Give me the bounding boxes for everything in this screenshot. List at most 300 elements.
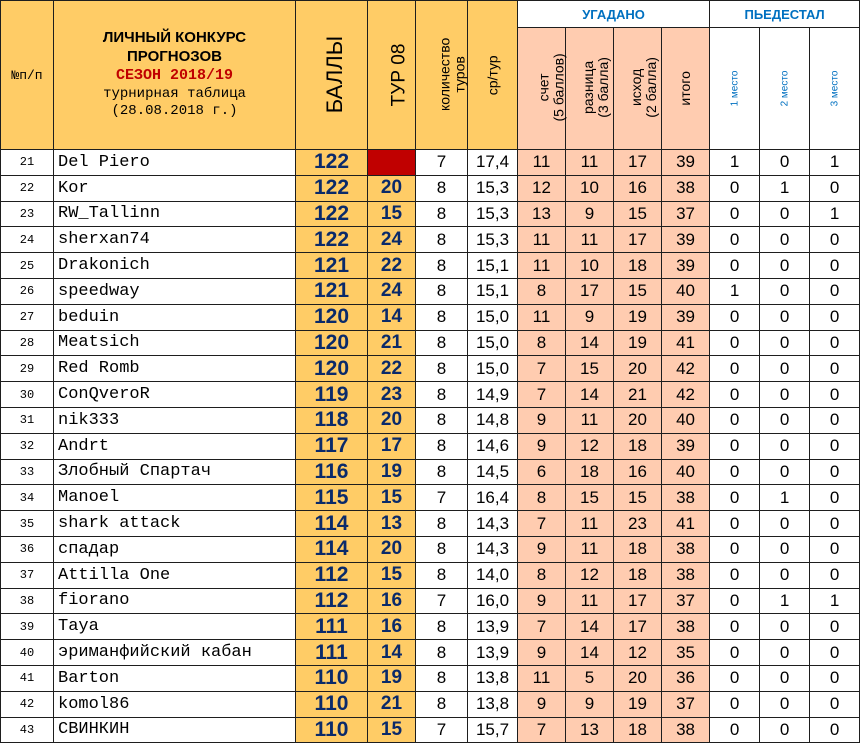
avg-per-tour: 14,3 xyxy=(468,511,518,537)
tour-count: 8 xyxy=(416,459,468,485)
exact-score-count: 8 xyxy=(518,330,566,356)
guessed-total: 40 xyxy=(662,407,710,433)
table-row xyxy=(1,150,860,176)
first-place-count: 0 xyxy=(710,665,760,691)
player-name: sherxan74 xyxy=(54,227,296,253)
table-row xyxy=(1,253,860,279)
outcome-count: 19 xyxy=(614,691,662,717)
outcome-header: исход (2 балла) xyxy=(614,28,662,150)
podium-group-header: ПЬЕДЕСТАЛ xyxy=(710,1,860,28)
guessed-total: 38 xyxy=(662,536,710,562)
title-line1: ЛИЧНЫЙ КОНКУРС xyxy=(102,29,247,47)
second-place-count: 0 xyxy=(760,459,810,485)
exact-score-count: 13 xyxy=(518,201,566,227)
tour-count: 8 xyxy=(416,382,468,408)
second-place-count: 0 xyxy=(760,691,810,717)
page-title xyxy=(54,1,296,150)
total-points: 120 xyxy=(296,330,368,356)
second-place-count: 1 xyxy=(760,175,810,201)
second-place-count: 1 xyxy=(760,485,810,511)
outcome-count: 17 xyxy=(614,227,662,253)
season-label: СЕЗОН 2018/19 xyxy=(115,66,234,84)
avg-per-tour: 14,0 xyxy=(468,562,518,588)
second-place-count: 1 xyxy=(760,588,810,614)
tour-count: 8 xyxy=(416,614,468,640)
tour-points: 14 xyxy=(368,640,416,666)
total-points: 110 xyxy=(296,691,368,717)
guessed-total: 38 xyxy=(662,562,710,588)
guessed-total-header: итого xyxy=(662,28,710,150)
third-place-count: 0 xyxy=(810,304,860,330)
goal-diff-count: 18 xyxy=(566,459,614,485)
third-place-count: 0 xyxy=(810,485,860,511)
exact-score-header: счет (5 баллов) xyxy=(518,28,566,150)
row-number: 31 xyxy=(1,407,54,433)
player-name: Taya xyxy=(54,614,296,640)
tour-points: 14 xyxy=(368,304,416,330)
exact-score-count: 9 xyxy=(518,640,566,666)
guessed-total: 39 xyxy=(662,150,710,176)
outcome-count: 18 xyxy=(614,562,662,588)
exact-score-count: 9 xyxy=(518,407,566,433)
total-points: 117 xyxy=(296,433,368,459)
player-name: fiorano xyxy=(54,588,296,614)
avg-per-tour: 15,0 xyxy=(468,356,518,382)
player-name: Andrt xyxy=(54,433,296,459)
exact-score-count: 11 xyxy=(518,150,566,176)
table-row xyxy=(1,356,860,382)
first-place-count: 0 xyxy=(710,640,760,666)
tour-count: 8 xyxy=(416,640,468,666)
tour-points: 22 xyxy=(368,356,416,382)
first-place-count: 0 xyxy=(710,253,760,279)
player-name: speedway xyxy=(54,278,296,304)
third-place-count: 0 xyxy=(810,330,860,356)
first-place-count: 1 xyxy=(710,278,760,304)
exact-score-count: 7 xyxy=(518,511,566,537)
first-place-count: 0 xyxy=(710,717,760,743)
tour-count: 7 xyxy=(416,588,468,614)
avg-per-tour: 14,3 xyxy=(468,536,518,562)
third-place-count: 0 xyxy=(810,459,860,485)
outcome-count: 18 xyxy=(614,717,662,743)
outcome-count: 18 xyxy=(614,253,662,279)
guessed-total: 38 xyxy=(662,717,710,743)
tour-count: 8 xyxy=(416,175,468,201)
tour-count: 8 xyxy=(416,227,468,253)
second-place-count: 0 xyxy=(760,614,810,640)
total-points: 118 xyxy=(296,407,368,433)
first-place-count: 0 xyxy=(710,588,760,614)
total-points: 122 xyxy=(296,201,368,227)
total-points: 120 xyxy=(296,304,368,330)
row-number: 24 xyxy=(1,227,54,253)
tour-count: 8 xyxy=(416,691,468,717)
player-name: Manoel xyxy=(54,485,296,511)
first-place-count: 0 xyxy=(710,433,760,459)
guessed-total: 42 xyxy=(662,356,710,382)
table-row xyxy=(1,614,860,640)
avg-per-tour: 13,9 xyxy=(468,640,518,666)
total-points: 112 xyxy=(296,562,368,588)
player-name: Red Romb xyxy=(54,356,296,382)
goal-diff-count: 11 xyxy=(566,588,614,614)
guessed-total: 35 xyxy=(662,640,710,666)
second-place-count: 0 xyxy=(760,304,810,330)
first-place-count: 0 xyxy=(710,175,760,201)
table-row xyxy=(1,665,860,691)
tour-count: 8 xyxy=(416,407,468,433)
total-points: 110 xyxy=(296,717,368,743)
table-row xyxy=(1,717,860,743)
third-place-header: 3 место xyxy=(810,28,860,150)
third-place-count: 1 xyxy=(810,150,860,176)
avg-header: ср/тур xyxy=(468,1,518,150)
second-place-count: 0 xyxy=(760,356,810,382)
goal-diff-header: разница (3 балла) xyxy=(566,28,614,150)
tour-points: 17 xyxy=(368,433,416,459)
guessed-total: 36 xyxy=(662,665,710,691)
player-name: спадар xyxy=(54,536,296,562)
avg-per-tour: 15,0 xyxy=(468,304,518,330)
total-points: 112 xyxy=(296,588,368,614)
row-number: 36 xyxy=(1,536,54,562)
tour-count: 7 xyxy=(416,717,468,743)
guessed-total: 39 xyxy=(662,433,710,459)
tour-points: 21 xyxy=(368,330,416,356)
tour-count: 8 xyxy=(416,433,468,459)
row-number: 28 xyxy=(1,330,54,356)
player-name: эриманфийский кабан xyxy=(54,640,296,666)
table-row xyxy=(1,201,860,227)
tour-points: 20 xyxy=(368,175,416,201)
total-points: 122 xyxy=(296,175,368,201)
avg-per-tour: 14,8 xyxy=(468,407,518,433)
tour-count: 8 xyxy=(416,304,468,330)
guessed-group-header: УГАДАНО xyxy=(518,1,710,28)
player-name: ConQveroR xyxy=(54,382,296,408)
table-row xyxy=(1,511,860,537)
second-place-count: 0 xyxy=(760,433,810,459)
second-place-count: 0 xyxy=(760,253,810,279)
outcome-count: 17 xyxy=(614,588,662,614)
table-row xyxy=(1,459,860,485)
tour-points: 20 xyxy=(368,536,416,562)
second-place-header: 2 место xyxy=(760,28,810,150)
first-place-count: 0 xyxy=(710,227,760,253)
tour-points: 15 xyxy=(368,717,416,743)
goal-diff-count: 14 xyxy=(566,640,614,666)
row-number: 26 xyxy=(1,278,54,304)
avg-per-tour: 15,3 xyxy=(468,201,518,227)
outcome-count: 17 xyxy=(614,150,662,176)
row-number: 25 xyxy=(1,253,54,279)
avg-per-tour: 15,0 xyxy=(468,330,518,356)
guessed-total: 37 xyxy=(662,588,710,614)
guessed-total: 41 xyxy=(662,330,710,356)
player-name: Злобный Спартач xyxy=(54,459,296,485)
tour-points: 24 xyxy=(368,278,416,304)
avg-per-tour: 17,4 xyxy=(468,150,518,176)
avg-per-tour: 15,1 xyxy=(468,253,518,279)
first-place-count: 0 xyxy=(710,356,760,382)
guessed-total: 38 xyxy=(662,175,710,201)
row-number: 33 xyxy=(1,459,54,485)
row-number: 41 xyxy=(1,665,54,691)
goal-diff-count: 15 xyxy=(566,356,614,382)
exact-score-count: 8 xyxy=(518,485,566,511)
row-number: 43 xyxy=(1,717,54,743)
total-points: 110 xyxy=(296,665,368,691)
goal-diff-count: 17 xyxy=(566,278,614,304)
outcome-count: 23 xyxy=(614,511,662,537)
tour-points: 22 xyxy=(368,253,416,279)
player-name: beduin xyxy=(54,304,296,330)
outcome-count: 18 xyxy=(614,536,662,562)
second-place-count: 0 xyxy=(760,382,810,408)
avg-per-tour: 13,8 xyxy=(468,665,518,691)
avg-per-tour: 15,1 xyxy=(468,278,518,304)
second-place-count: 0 xyxy=(760,665,810,691)
tour-points: 15 xyxy=(368,201,416,227)
exact-score-count: 7 xyxy=(518,614,566,640)
table-row xyxy=(1,562,860,588)
exact-score-count: 9 xyxy=(518,536,566,562)
table-row xyxy=(1,330,860,356)
tour-count: 8 xyxy=(416,511,468,537)
row-number: 32 xyxy=(1,433,54,459)
guessed-total: 42 xyxy=(662,382,710,408)
table-row xyxy=(1,433,860,459)
table-row xyxy=(1,640,860,666)
total-points: 114 xyxy=(296,511,368,537)
guessed-total: 37 xyxy=(662,201,710,227)
guessed-total: 38 xyxy=(662,485,710,511)
row-number: 22 xyxy=(1,175,54,201)
third-place-count: 0 xyxy=(810,253,860,279)
tour-points: 13 xyxy=(368,511,416,537)
goal-diff-count: 9 xyxy=(566,691,614,717)
outcome-count: 17 xyxy=(614,614,662,640)
player-name: RW_Tallinn xyxy=(54,201,296,227)
first-place-count: 0 xyxy=(710,407,760,433)
goal-diff-count: 12 xyxy=(566,433,614,459)
second-place-count: 0 xyxy=(760,407,810,433)
tour-header: ТУР 08 xyxy=(368,1,416,150)
first-place-count: 0 xyxy=(710,201,760,227)
second-place-count: 0 xyxy=(760,201,810,227)
goal-diff-count: 14 xyxy=(566,330,614,356)
player-name: Drakonich xyxy=(54,253,296,279)
total-points: 119 xyxy=(296,382,368,408)
avg-per-tour: 14,9 xyxy=(468,382,518,408)
goal-diff-count: 10 xyxy=(566,175,614,201)
tour-points: 21 xyxy=(368,691,416,717)
second-place-count: 0 xyxy=(760,717,810,743)
first-place-count: 0 xyxy=(710,459,760,485)
total-points: 115 xyxy=(296,485,368,511)
title-line2: ПРОГНОЗОВ xyxy=(127,48,222,66)
outcome-count: 19 xyxy=(614,330,662,356)
second-place-count: 0 xyxy=(760,640,810,666)
tour-count: 8 xyxy=(416,201,468,227)
tour-count: 8 xyxy=(416,536,468,562)
goal-diff-count: 11 xyxy=(566,511,614,537)
player-name: СВИНКИН xyxy=(54,717,296,743)
table-row xyxy=(1,407,860,433)
second-place-count: 0 xyxy=(760,150,810,176)
table-row xyxy=(1,175,860,201)
tour-count: 8 xyxy=(416,278,468,304)
exact-score-count: 7 xyxy=(518,382,566,408)
table-row xyxy=(1,485,860,511)
row-number: 35 xyxy=(1,511,54,537)
row-number: 34 xyxy=(1,485,54,511)
points-header: БАЛЛЫ xyxy=(296,1,368,150)
second-place-count: 0 xyxy=(760,511,810,537)
exact-score-count: 6 xyxy=(518,459,566,485)
exact-score-count: 9 xyxy=(518,588,566,614)
player-name: Meatsich xyxy=(54,330,296,356)
row-number: 29 xyxy=(1,356,54,382)
exact-score-count: 9 xyxy=(518,691,566,717)
player-name: nik333 xyxy=(54,407,296,433)
player-name: Attilla One xyxy=(54,562,296,588)
tour-count: 7 xyxy=(416,150,468,176)
first-place-count: 0 xyxy=(710,536,760,562)
tour-count: 8 xyxy=(416,562,468,588)
player-name: Kor xyxy=(54,175,296,201)
goal-diff-count: 11 xyxy=(566,407,614,433)
total-points: 122 xyxy=(296,150,368,176)
third-place-count: 1 xyxy=(810,588,860,614)
exact-score-count: 11 xyxy=(518,304,566,330)
third-place-count: 0 xyxy=(810,433,860,459)
exact-score-count: 11 xyxy=(518,665,566,691)
outcome-count: 21 xyxy=(614,382,662,408)
tour-count: 7 xyxy=(416,485,468,511)
table-row xyxy=(1,278,860,304)
third-place-count: 0 xyxy=(810,227,860,253)
avg-per-tour: 13,8 xyxy=(468,691,518,717)
guessed-total: 39 xyxy=(662,253,710,279)
total-points: 116 xyxy=(296,459,368,485)
goal-diff-count: 10 xyxy=(566,253,614,279)
exact-score-count: 7 xyxy=(518,717,566,743)
goal-diff-count: 11 xyxy=(566,150,614,176)
row-number: 42 xyxy=(1,691,54,717)
third-place-count: 0 xyxy=(810,536,860,562)
tour-points: 24 xyxy=(368,227,416,253)
row-number: 38 xyxy=(1,588,54,614)
tour-count: 8 xyxy=(416,253,468,279)
tour-count: 8 xyxy=(416,330,468,356)
goal-diff-count: 15 xyxy=(566,485,614,511)
first-place-count: 1 xyxy=(710,150,760,176)
third-place-count: 0 xyxy=(810,665,860,691)
first-place-count: 0 xyxy=(710,614,760,640)
avg-per-tour: 14,5 xyxy=(468,459,518,485)
guessed-total: 40 xyxy=(662,278,710,304)
avg-per-tour: 14,6 xyxy=(468,433,518,459)
guessed-total: 39 xyxy=(662,227,710,253)
row-number: 37 xyxy=(1,562,54,588)
exact-score-count: 7 xyxy=(518,356,566,382)
third-place-count: 0 xyxy=(810,614,860,640)
guessed-total: 41 xyxy=(662,511,710,537)
avg-per-tour: 15,3 xyxy=(468,227,518,253)
goal-diff-count: 9 xyxy=(566,201,614,227)
total-points: 121 xyxy=(296,278,368,304)
table-body xyxy=(1,150,860,743)
third-place-count: 0 xyxy=(810,511,860,537)
row-number: 40 xyxy=(1,640,54,666)
exact-score-count: 11 xyxy=(518,227,566,253)
outcome-count: 15 xyxy=(614,201,662,227)
avg-per-tour: 15,7 xyxy=(468,717,518,743)
subtitle-line1: турнирная таблица xyxy=(103,85,246,102)
tour-points: 20 xyxy=(368,407,416,433)
row-number: 21 xyxy=(1,150,54,176)
exact-score-count: 11 xyxy=(518,253,566,279)
guessed-total: 39 xyxy=(662,304,710,330)
tour-points: 19 xyxy=(368,665,416,691)
avg-per-tour: 16,0 xyxy=(468,588,518,614)
avg-per-tour: 15,3 xyxy=(468,175,518,201)
table-row xyxy=(1,536,860,562)
first-place-count: 0 xyxy=(710,382,760,408)
total-points: 114 xyxy=(296,536,368,562)
total-points: 111 xyxy=(296,614,368,640)
player-name: Barton xyxy=(54,665,296,691)
row-number: 23 xyxy=(1,201,54,227)
third-place-count: 0 xyxy=(810,356,860,382)
total-points: 120 xyxy=(296,356,368,382)
outcome-count: 20 xyxy=(614,356,662,382)
outcome-count: 15 xyxy=(614,485,662,511)
third-place-count: 0 xyxy=(810,175,860,201)
player-name: Del Piero xyxy=(54,150,296,176)
guessed-total: 40 xyxy=(662,459,710,485)
goal-diff-count: 5 xyxy=(566,665,614,691)
goal-diff-count: 13 xyxy=(566,717,614,743)
table-row xyxy=(1,382,860,408)
third-place-count: 0 xyxy=(810,691,860,717)
exact-score-count: 9 xyxy=(518,433,566,459)
guessed-total: 38 xyxy=(662,614,710,640)
second-place-count: 0 xyxy=(760,278,810,304)
tour-points: 19 xyxy=(368,459,416,485)
outcome-count: 16 xyxy=(614,459,662,485)
first-place-count: 0 xyxy=(710,511,760,537)
goal-diff-count: 9 xyxy=(566,304,614,330)
goal-diff-count: 11 xyxy=(566,536,614,562)
goal-diff-count: 14 xyxy=(566,614,614,640)
table-row xyxy=(1,588,860,614)
tour-points: 16 xyxy=(368,614,416,640)
row-number: 27 xyxy=(1,304,54,330)
table-row xyxy=(1,227,860,253)
total-points: 121 xyxy=(296,253,368,279)
table-row xyxy=(1,304,860,330)
avg-per-tour: 16,4 xyxy=(468,485,518,511)
outcome-count: 20 xyxy=(614,665,662,691)
second-place-count: 0 xyxy=(760,330,810,356)
tour-points: 15 xyxy=(368,562,416,588)
tour-points: 15 xyxy=(368,485,416,511)
first-place-count: 0 xyxy=(710,562,760,588)
nr-header: №п/п xyxy=(1,1,54,150)
